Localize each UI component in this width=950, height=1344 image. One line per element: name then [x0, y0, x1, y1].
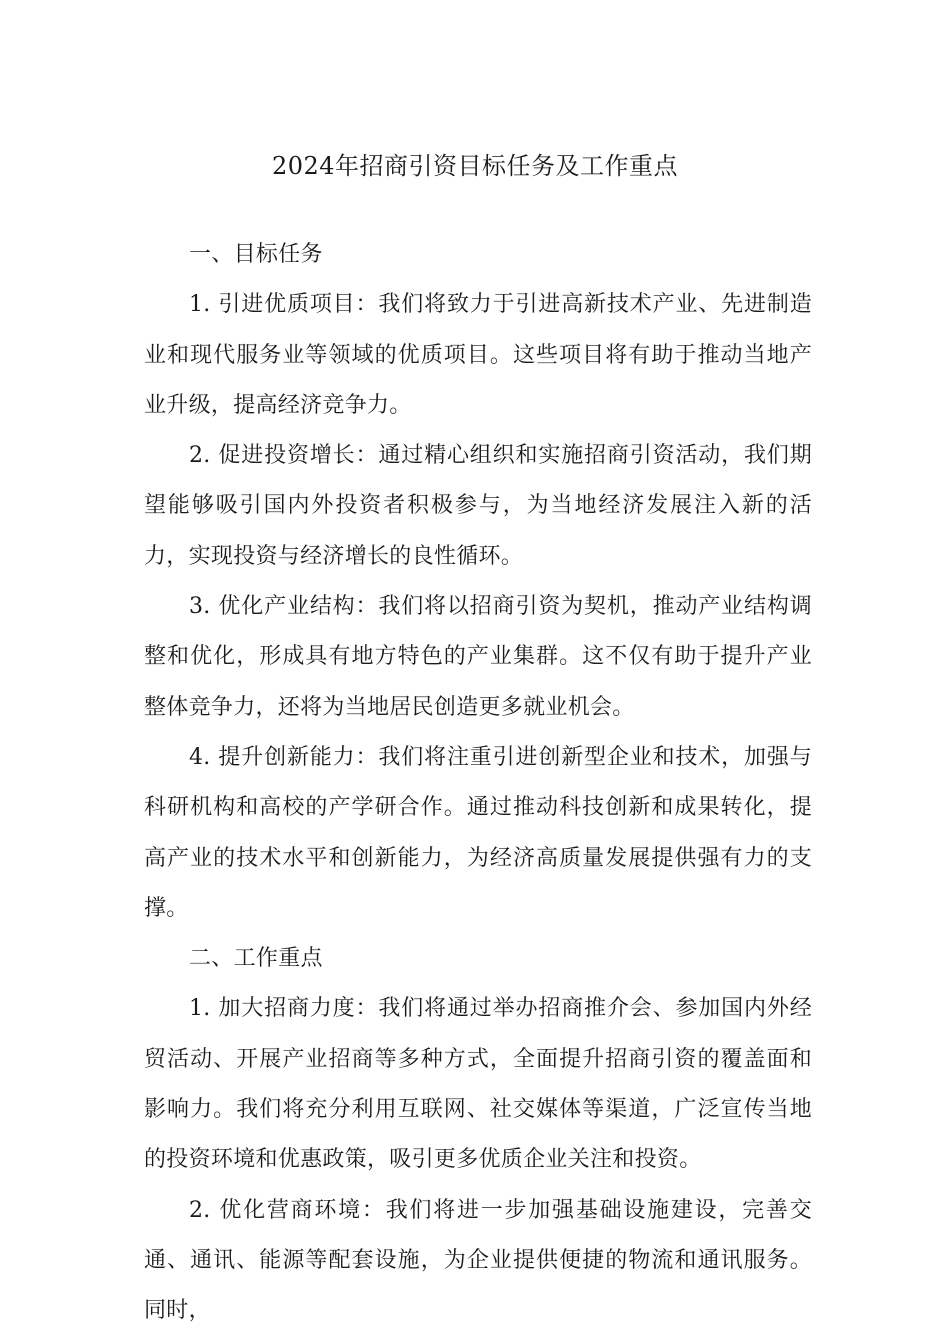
- document-body: [144, 230, 812, 1337]
- section-heading-targets: 一、目标任务: [189, 242, 323, 267]
- document-title: 2024年招商引资目标任务及工作重点: [271, 152, 679, 180]
- paragraph-focus-1: 1. 加大招商力度：我们将通过举办招商推介会、参加国内外经贸活动、开展产业招商等多种方式，全面提升招商引资的覆盖面和影响力。我们将充分利用互联网、社交媒体等渠道，广泛宣传当地的投资环境和优惠政策，吸引更多优质企业关注和投资。: [144, 996, 812, 1173]
- paragraph-target-4: 4. 提升创新能力：我们将注重引进创新型企业和技术，加强与科研机构和高校的产学研合作。通过推动科技创新和成果转化，提高产业的技术水平和创新能力，为经济高质量发展提供强有力的支撑。: [144, 744, 812, 921]
- section-heading-work-focus: 二、工作重点: [189, 946, 323, 972]
- paragraph-target-1: 1. 引进优质项目：我们将致力于引进高新技术产业、先进制造业和现代服务业等领域的优质项目。这些项目将有助于推动当地产业升级，提高经济竞争力。: [144, 292, 812, 418]
- paragraph-target-3: 3. 优化产业结构：我们将以招商引资为契机，推动产业结构调整和优化，形成具有地方特色的产业集群。这不仅有助于提升产业整体竞争力，还将为当地居民创造更多就业机会。: [144, 594, 812, 720]
- paragraph-target-2: 2. 促进投资增长：通过精心组织和实施招商引资活动，我们期望能够吸引国内外投资者积极参与，为当地经济发展注入新的活力，实现投资与经济增长的良性循环。: [144, 443, 812, 569]
- paragraph-focus-2: 2. 优化营商环境：我们将进一步加强基础设施建设，完善交通、通讯、能源等配套设施，为企业提供便捷的物流和通讯服务。同时，: [144, 1197, 812, 1324]
